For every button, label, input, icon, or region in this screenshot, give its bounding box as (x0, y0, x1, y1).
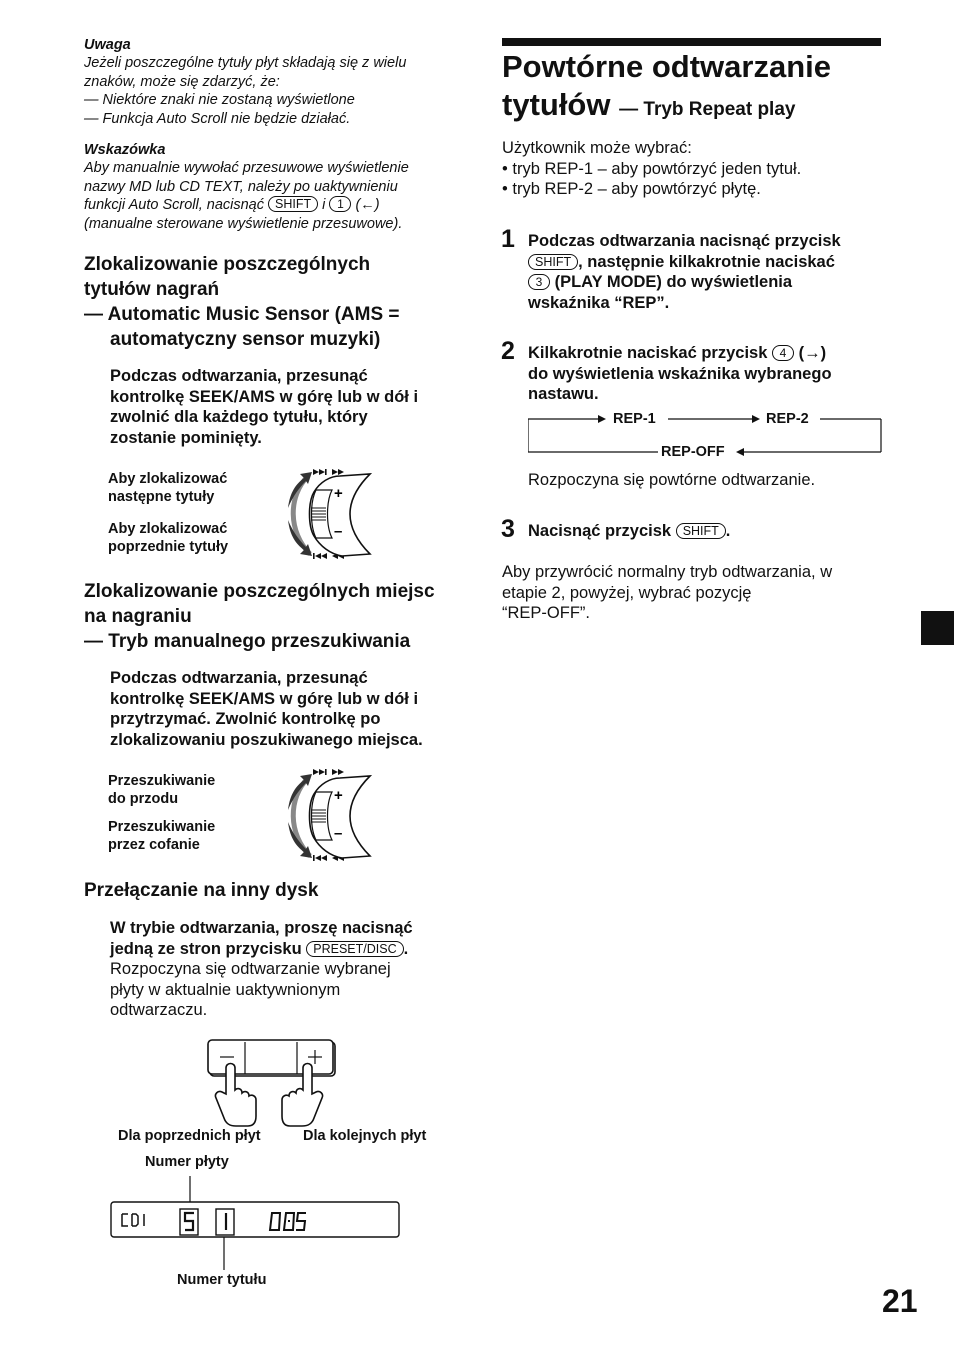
label-next-discs: Dla kolejnych płyt (303, 1128, 427, 1144)
outro-line: etapie 2, powyżej, wybrać pozycję (502, 583, 752, 602)
step-text: (PLAY MODE) do wyświetlenia (554, 273, 793, 291)
note-line: Jeżeli poszczególne tytuły płyt składają się z wielu (84, 55, 407, 71)
caption-line: Aby zlokalizować (108, 521, 228, 537)
subtitle-line: — Automatic Music Sensor (AMS = (84, 304, 400, 325)
svg-text:+: + (334, 485, 343, 502)
shift-key-label: SHIFT (676, 523, 726, 539)
caption-line: do przodu (108, 790, 179, 807)
title-line (502, 86, 902, 129)
key-3-label: 3 (528, 274, 550, 290)
title-subtitle: — Tryb Repeat play (619, 99, 796, 120)
body-line: kontrolkę SEEK/AMS w górę lub w dół i (110, 689, 419, 708)
note-line: — Niektóre znaki nie zostaną wyświetlone (84, 92, 355, 108)
note-line: znaków, może się zdarzyć, że: (84, 73, 280, 90)
body-line: Rozpoczyna się odtwarzanie wybranej (110, 960, 391, 978)
key-1-label: 1 (329, 196, 351, 212)
tip-text: i (322, 197, 326, 213)
note-heading: Uwaga (84, 37, 131, 53)
preset-disc-button-illustration (200, 1038, 345, 1130)
tip-heading: Wskazówka (84, 142, 166, 158)
label-disc-number: Numer płyty (145, 1154, 229, 1170)
section-title-disc: Przełączanie na inny dysk (84, 880, 319, 901)
title-line: tytułów nagrań (84, 279, 220, 300)
body-line: płyty w aktualnie uaktywnionym (110, 980, 341, 999)
step-number-3: 3 (501, 515, 515, 543)
body-line: Podczas odtwarzania, przesunąć (110, 669, 368, 687)
repeat-outro (502, 562, 902, 624)
fig-label-prev (108, 521, 228, 556)
step-2-text (528, 343, 888, 405)
step-number-1: 1 (501, 225, 515, 253)
shift-key-label: SHIFT (528, 254, 578, 270)
body-text: jedną ze stron przycisku (110, 939, 302, 958)
step-1-text (528, 231, 888, 313)
step-2-result: Rozpoczyna się powtórne odtwarzanie. (528, 471, 816, 489)
repeat-intro (502, 138, 902, 200)
heading-rule (502, 38, 881, 46)
seek-ams-knob-illustration (280, 764, 380, 868)
step-line (528, 272, 888, 293)
flow-label-rep1: REP-1 (613, 411, 656, 427)
title-line: na nagraniu (84, 606, 192, 627)
step-text: Nacisnąć przycisk (528, 522, 672, 540)
svg-text:–: – (334, 523, 343, 540)
manual-instructions (110, 668, 480, 750)
disc-instructions (110, 918, 480, 1021)
flow-label-repoff: REP-OFF (661, 444, 725, 460)
outro-line: Aby przywrócić normalny tryb odtwarzania, w (502, 563, 833, 581)
step-line: Podczas odtwarzania nacisnąć przycisk (528, 232, 841, 250)
tip-text: funkcji Auto Scroll, nacisnąć (84, 197, 264, 213)
title-line: Powtórne odtwarzanie (502, 49, 831, 84)
label-track-number: Numer tytułu (177, 1272, 267, 1288)
repeat-mode-cycle-diagram (528, 408, 883, 460)
bullet-item: • tryb REP-2 – aby powtórzyć płytę. (502, 180, 761, 198)
flow-label-rep2: REP-2 (766, 411, 809, 427)
caption-line: Aby zlokalizować (108, 471, 228, 487)
page-number: 21 (882, 1283, 918, 1319)
caption-line: Przeszukiwanie (108, 819, 216, 835)
bullet-item: • tryb REP-1 – aby powtórzyć jeden tytuł. (502, 159, 802, 178)
ams-instructions (110, 366, 480, 448)
caption-line: przez cofanie (108, 836, 200, 853)
section-title-ams (84, 252, 474, 352)
period: . (403, 939, 409, 958)
note-body (84, 54, 464, 128)
tip-body (84, 159, 464, 233)
body-line: przytrzymać. Zwolnić kontrolkę po (110, 710, 381, 728)
seek-ams-knob-illustration (280, 462, 380, 566)
preset-disc-key-label: PRESET/DISC (306, 941, 403, 957)
tip-line: nazwy MD lub CD TEXT, należy po uaktywnieniu (84, 178, 398, 195)
title-text: tytułów (502, 87, 611, 122)
body-line: zostanie pominięty. (110, 428, 262, 447)
period: . (725, 522, 731, 540)
step-text: Kilkakrotnie naciskać przycisk (528, 344, 768, 362)
svg-text:–: – (334, 825, 343, 842)
body-line: zlokalizowaniu poszukiwanego miejsca. (110, 730, 423, 749)
key-4-label: 4 (772, 345, 794, 361)
caption-line: poprzednie tytuły (108, 538, 229, 555)
shift-key-label: SHIFT (268, 196, 318, 212)
body-line: odtwarzaczu. (110, 1001, 208, 1019)
fig-label-next (108, 471, 227, 506)
body-line: kontrolkę SEEK/AMS w górę lub w dół i (110, 387, 419, 406)
body-line (110, 939, 480, 960)
tip-line: (manualne sterowane wyświetlenie przesuwowe). (84, 215, 403, 232)
subtitle-line: automatyczny sensor muzyki) (110, 329, 381, 350)
step-3-text (528, 521, 888, 542)
subtitle-line: — Tryb manualnego przeszukiwania (84, 631, 411, 652)
section-title-manual (84, 579, 474, 654)
step-line: do wyświetlenia wskaźnika wybranego (528, 364, 832, 383)
body-line: Podczas odtwarzania, przesunąć (110, 367, 368, 385)
lcd-display-illustration (110, 1172, 402, 1272)
step-line: wskaźnika “REP”. (528, 293, 670, 312)
step-line: nastawu. (528, 385, 599, 403)
tip-line (84, 196, 464, 215)
fig-label-forward (108, 773, 215, 808)
step-line (528, 343, 888, 364)
title-line: Zlokalizowanie poszczególnych miejsc (84, 581, 435, 602)
page-title (502, 48, 902, 129)
step-number-2: 2 (501, 337, 515, 365)
tip-line: Aby manualnie wywołać przesuwowe wyświetlenie (84, 160, 409, 176)
tip-text: (←) (355, 197, 380, 213)
body-line: zwolnić dla każdego tytułu, który (110, 408, 368, 426)
body-line: W trybie odtwarzania, proszę nacisnąć (110, 919, 413, 937)
caption-line: następne tytuły (108, 488, 215, 505)
note-line: — Funkcja Auto Scroll nie będzie działać. (84, 110, 351, 127)
step-line (528, 252, 888, 273)
label-previous-discs: Dla poprzednich płyt (118, 1128, 261, 1144)
fig-label-backward (108, 819, 215, 854)
caption-line: Przeszukiwanie (108, 773, 216, 789)
svg-text:+: + (334, 787, 343, 804)
outro-line: “REP-OFF”. (502, 604, 590, 622)
intro-line: Użytkownik może wybrać: (502, 139, 692, 157)
step-text: (→) (798, 344, 827, 362)
title-line: Zlokalizowanie poszczególnych (84, 254, 371, 275)
section-tab-marker (921, 611, 954, 645)
step-text: , następnie kilkakrotnie naciskać (578, 252, 835, 271)
